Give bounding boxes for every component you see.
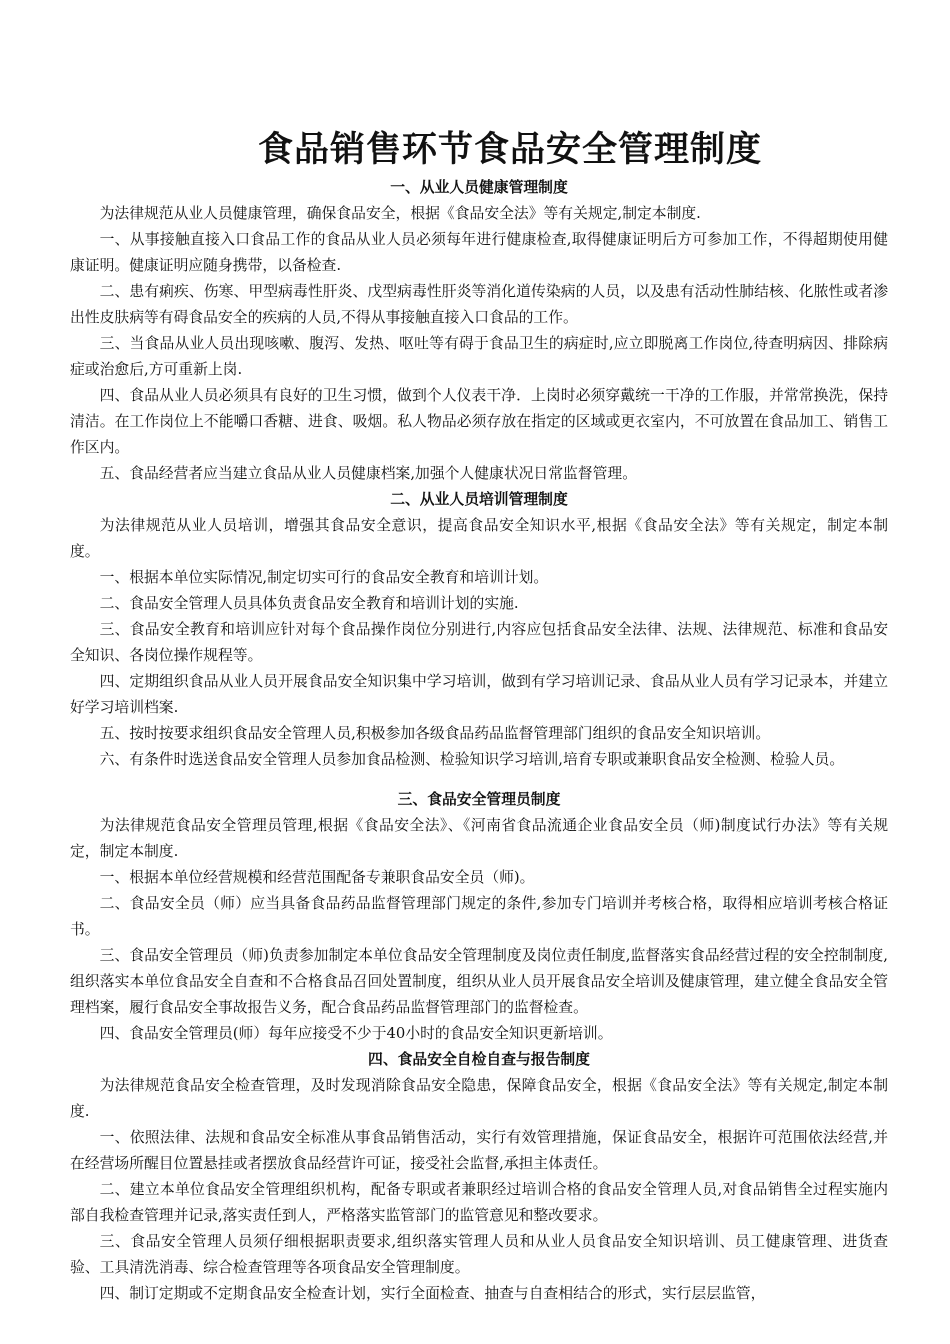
paragraph: 四、定期组织食品从业人员开展食品安全知识集中学习培训，做到有学习培训记录、食品从业人员有学习记录本，并建立好学习培训档案. — [70, 673, 888, 716]
paragraph: 为法律规范从业人员健康管理，确保食品安全，根据《食品安全法》等有关规定,制定本制度. — [99, 205, 701, 222]
paragraph: 为法律规范从业人员培训，增强其食品安全意识，提高食品安全知识水平,根据《食品安全法》等有关规定，制定本制度。 — [70, 517, 888, 560]
paragraph: 三、当食品从业人员出现咳嗽、腹泻、发热、呕吐等有碍于食品卫生的病症时,应立即脱离工作岗位,待查明病因、排除病症或治愈后,方可重新上岗. — [70, 335, 888, 378]
paragraph: 三、食品安全教育和培训应针对每个食品操作岗位分别进行,内容应包括食品安全法律、法规、法律规范、标准和食品安全知识、各岗位操作规程等。 — [70, 621, 888, 664]
section-self-inspection — [70, 1047, 888, 1307]
document-title: 食品销售环节食品安全管理制度 — [257, 129, 762, 170]
paragraph: 四、食品从业人员必须具有良好的卫生习惯，做到个人仪表干净．上岗时必须穿戴统一干净的工作服，并常常换洗，保持清洁。在工作岗位上不能嚼口香糖、进食、吸烟。私人物品必须存放在指定的区域或更衣室内，不可放置在食品加工、销售工作区内。 — [70, 387, 888, 456]
paragraph: 为法律规范食品安全管理员管理,根据《食品安全法》、《河南省食品流通企业食品安全员（师)制度试行办法》等有关规定，制定本制度. — [70, 817, 888, 860]
paragraph: 一、根据本单位经营规模和经营范围配备专兼职食品安全员（师)。 — [99, 869, 535, 886]
section-heading: 三、食品安全管理员制度 — [397, 791, 561, 808]
section-heading: 四、食品安全自检自查与报告制度 — [368, 1051, 590, 1068]
paragraph: 二、食品安全管理人员具体负责食品安全教育和培训计划的实施. — [99, 595, 519, 612]
document-body — [70, 175, 888, 1307]
paragraph: 为法律规范食品安全检查管理，及时发现消除食品安全隐患，保障食品安全，根据《食品安全法》等有关规定,制定本制度. — [70, 1077, 888, 1120]
paragraph: 五、食品经营者应当建立食品从业人员健康档案,加强个人健康状况日常监督管理。 — [99, 465, 637, 482]
paragraph: 六、有条件时选送食品安全管理人员参加食品检测、检验知识学习培训,培育专职或兼职食品安全检测、检验人员。 — [99, 751, 845, 768]
paragraph: 一、依照法律、法规和食品安全标准从事食品销售活动，实行有效管理措施，保证食品安全，根据许可范围依法经营,并在经营场所醒目位置悬挂或者摆放食品经营许可证，接受社会监督,承担主体责任。 — [70, 1129, 888, 1172]
paragraph: 一、从事接触直接入口食品工作的食品从业人员必须每年进行健康检查,取得健康证明后方可参加工作，不得超期使用健康证明。健康证明应随身携带，以备检查. — [70, 231, 888, 274]
paragraph: 五、按时按要求组织食品安全管理人员,积极参加各级食品药品监督管理部门组织的食品安全知识培训。 — [99, 725, 771, 742]
paragraph: 二、患有痢疾、伤寒、甲型病毒性肝炎、戊型病毒性肝炎等消化道传染病的人员，以及患有活动性肺结核、化脓性或者渗出性皮肤病等有碍食品安全的疾病的人员,不得从事接触直接入口食品的工作。 — [70, 283, 888, 326]
paragraph: 二、食品安全员（师）应当具备食品药品监督管理部门规定的条件,参加专门培训并考核合格，取得相应培训考核合格证书。 — [70, 895, 888, 938]
paragraph: 三、食品安全管理员（师)负责参加制定本单位食品安全管理制度及岗位责任制度,监督落实食品经营过程的安全控制制度,组织落实本单位食品安全自查和不合格食品召回处置制度，组织从业人员开展食品安全培训及健康管理，建立健全食品安全管理档案，履行食品安全事故报告义务，配合食品药品监督管理部门的监督检查。 — [70, 947, 888, 1016]
section-heading: 二、从业人员培训管理制度 — [390, 491, 568, 508]
paragraph: 二、建立本单位食品安全管理组织机构，配备专职或者兼职经过培训合格的食品安全管理人员,对食品销售全过程实施内部自我检查管理并记录,落实责任到人，严格落实监管部门的监管意见和整改要求。 — [70, 1181, 888, 1224]
paragraph: 四、制订定期或不定期食品安全检查计划，实行全面检查、抽查与自查相结合的形式，实行层层监管， — [99, 1285, 766, 1302]
paragraph: 四、食品安全管理员(师）每年应接受不少于40小时的食品安全知识更新培训。 — [99, 1025, 613, 1042]
section-heading: 一、从业人员健康管理制度 — [390, 179, 568, 196]
section-training-management — [70, 487, 888, 773]
paragraph: 三、食品安全管理人员须仔细根据职责要求,组织落实管理人员和从业人员食品安全知识培训、员工健康管理、进货查验、工具清洗消毒、综合检查管理等各项食品安全管理制度。 — [70, 1233, 888, 1276]
section-health-management — [70, 175, 888, 487]
section-safety-officer — [70, 787, 888, 1047]
paragraph: 一、根据本单位实际情况,制定切实可行的食品安全教育和培训计划。 — [99, 569, 549, 586]
